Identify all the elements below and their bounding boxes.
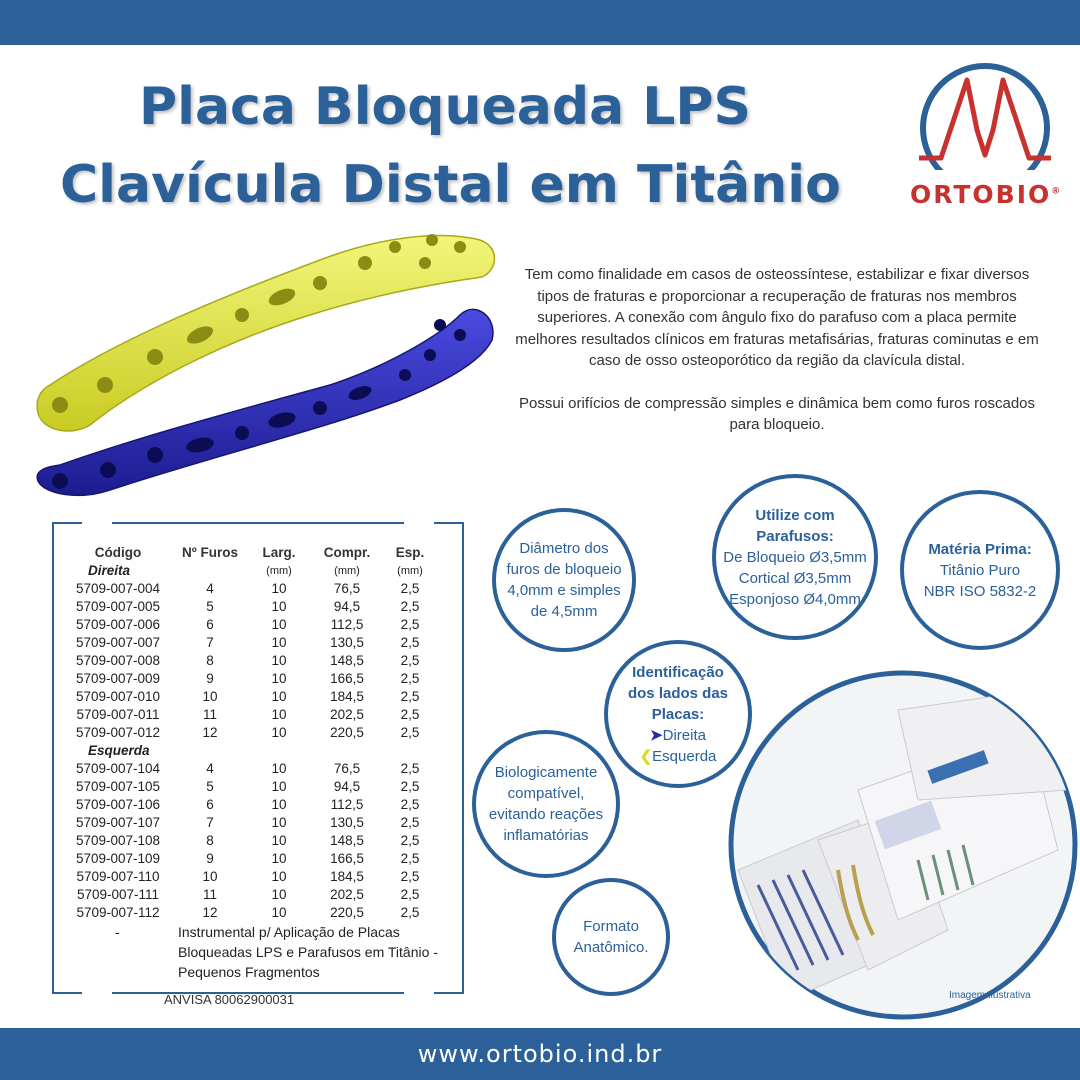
table-cell: 5709-007-105 bbox=[75, 779, 161, 794]
table-cell: 10 bbox=[271, 887, 287, 902]
screws-title: Utilize com Parafusos: bbox=[755, 506, 835, 545]
table-cell: 10 bbox=[271, 599, 287, 614]
table-cell: 5709-007-008 bbox=[75, 653, 161, 668]
unit-cell: (mm) bbox=[266, 565, 292, 577]
logo-wordmark: ORTOBIO bbox=[910, 180, 1052, 209]
screws-line-1: De Bloqueio Ø3,5mm bbox=[723, 548, 867, 566]
table-cell: 5709-007-012 bbox=[75, 725, 161, 740]
table-cell: 6 bbox=[206, 617, 214, 632]
table-cell: 12 bbox=[202, 725, 218, 740]
table-cell: 76,5 bbox=[333, 761, 361, 776]
table-cell: 2,5 bbox=[400, 617, 420, 632]
table-cell: 94,5 bbox=[333, 779, 361, 794]
plates-illustration bbox=[20, 225, 510, 520]
table-row bbox=[62, 868, 438, 886]
table-cell: 2,5 bbox=[400, 635, 420, 650]
section-label-row bbox=[62, 742, 438, 760]
table-cell: 220,5 bbox=[330, 725, 364, 740]
table-cell: 184,5 bbox=[330, 689, 364, 704]
table-cell: 2,5 bbox=[400, 851, 420, 866]
diameter-circle bbox=[492, 508, 636, 652]
table-row bbox=[62, 886, 438, 904]
table-cell: 5709-007-107 bbox=[75, 815, 161, 830]
table-cell: 2,5 bbox=[400, 599, 420, 614]
title-line-2: Clavícula Distal em Titânio bbox=[60, 155, 841, 215]
top-band bbox=[0, 0, 1080, 45]
material-line-1: Titânio Puro bbox=[939, 561, 1021, 579]
table-cell: 10 bbox=[271, 797, 287, 812]
table-row bbox=[62, 778, 438, 796]
table-cell: 202,5 bbox=[330, 707, 364, 722]
material-line-2: NBR ISO 5832-2 bbox=[923, 582, 1037, 600]
table-cell: 2,5 bbox=[400, 689, 420, 704]
table-cell: 202,5 bbox=[330, 887, 364, 902]
table-cell: 10 bbox=[271, 689, 287, 704]
table-cell: 5709-007-006 bbox=[75, 617, 161, 632]
side-left-label: Esquerda bbox=[652, 747, 717, 765]
header-espessura: Esp. bbox=[395, 545, 425, 560]
table-cell: 5709-007-106 bbox=[75, 797, 161, 812]
table-cell: 130,5 bbox=[330, 635, 364, 650]
table-cell: 184,5 bbox=[330, 869, 364, 884]
right-arrow-icon: ➤ bbox=[650, 726, 663, 744]
table-cell: 5 bbox=[206, 599, 214, 614]
table-cell: 2,5 bbox=[400, 779, 420, 794]
page-title bbox=[60, 68, 841, 224]
table-cell: 9 bbox=[206, 851, 214, 866]
table-cell: 2,5 bbox=[400, 671, 420, 686]
table-cell: 7 bbox=[206, 635, 214, 650]
table-cell: 10 bbox=[271, 725, 287, 740]
table-row bbox=[62, 598, 438, 616]
table-cell: 10 bbox=[271, 761, 287, 776]
table-cell: 5709-007-007 bbox=[75, 635, 161, 650]
screws-line-3: Esponjoso Ø4,0mm bbox=[729, 590, 861, 608]
table-cell: 5709-007-108 bbox=[75, 833, 161, 848]
footer-band bbox=[0, 1028, 1080, 1080]
anvisa-number: ANVISA 80062900031 bbox=[164, 992, 295, 1007]
table-cell: 10 bbox=[271, 653, 287, 668]
table-cell: 10 bbox=[271, 635, 287, 650]
product-description bbox=[512, 264, 1042, 457]
table-cell: 112,5 bbox=[330, 797, 364, 812]
table-cell: 8 bbox=[206, 833, 214, 848]
table-cell: 10 bbox=[271, 581, 287, 596]
table-cell: 148,5 bbox=[330, 653, 364, 668]
table-cell: 2,5 bbox=[400, 815, 420, 830]
table-cell: 2,5 bbox=[400, 725, 420, 740]
screws-line-2: Cortical Ø3,5mm bbox=[738, 569, 852, 587]
side-left-item bbox=[623, 746, 733, 767]
section-label-left: Esquerda bbox=[88, 743, 150, 758]
table-row bbox=[62, 706, 438, 724]
table-row bbox=[62, 652, 438, 670]
table-cell: 10 bbox=[271, 833, 287, 848]
table-cell: 7 bbox=[206, 815, 214, 830]
table-cell: 5709-007-011 bbox=[76, 707, 160, 722]
image-caption: Imagem Ilustrativa bbox=[949, 990, 1031, 1001]
ortobio-logo-text bbox=[910, 180, 1063, 209]
diameter-text: Diâmetro dos furos de bloqueio 4,0mm e simples de 4,5mm bbox=[506, 540, 622, 620]
instrument-code: - bbox=[115, 924, 120, 940]
table-cell: 2,5 bbox=[400, 797, 420, 812]
table-row bbox=[62, 814, 438, 832]
table-row bbox=[62, 634, 438, 652]
bio-text: Biologicamente compatível, evitando reações inflamatórias bbox=[488, 764, 604, 844]
table-cell: 11 bbox=[202, 707, 217, 722]
table-cell: 94,5 bbox=[333, 599, 361, 614]
table-units-row bbox=[62, 562, 438, 580]
side-right-label: Direita bbox=[662, 726, 706, 744]
material-title: Matéria Prima: bbox=[928, 540, 1032, 558]
table-cell: 9 bbox=[206, 671, 214, 686]
table-header-row bbox=[62, 544, 438, 562]
table-cell: 166,5 bbox=[330, 851, 364, 866]
table-cell: 166,5 bbox=[330, 671, 364, 686]
header-codigo: Código bbox=[94, 545, 142, 560]
table-cell: 12 bbox=[202, 905, 218, 920]
table-row bbox=[62, 850, 438, 868]
table-row bbox=[62, 796, 438, 814]
unit-cell: (mm) bbox=[397, 565, 423, 577]
table-cell: 5709-007-004 bbox=[75, 581, 161, 596]
table-cell: 5 bbox=[206, 779, 214, 794]
table-cell: 8 bbox=[206, 653, 214, 668]
instrument-kit-photo bbox=[728, 670, 1078, 1020]
table-cell: 130,5 bbox=[330, 815, 364, 830]
description-paragraph-1: Tem como finalidade em casos de osteossíntese, estabilizar e fixar diversos tipos de fraturas e proporcionar a recuperação de fraturas nos membros superiores. A conexão com ângulo fixo do parafuso com a placa permite melhores resultados clínicos em fraturas metafisárias, fraturas cominutas e em caso de osso osteoporótico da região da clavícula distal. bbox=[515, 266, 1039, 369]
table-cell: 10 bbox=[271, 671, 287, 686]
bio-circle bbox=[472, 730, 620, 878]
website-link[interactable]: www.ortobio.ind.br bbox=[417, 1040, 663, 1068]
material-circle bbox=[900, 490, 1060, 650]
table-cell: 10 bbox=[271, 707, 287, 722]
header-largura: Larg. bbox=[262, 545, 296, 560]
table-cell: 4 bbox=[206, 761, 214, 776]
table-cell: 5709-007-009 bbox=[75, 671, 161, 686]
shape-circle bbox=[552, 878, 670, 996]
table-cell: 220,5 bbox=[330, 905, 364, 920]
table-cell: 2,5 bbox=[400, 653, 420, 668]
registered-mark: ® bbox=[1051, 186, 1063, 197]
spec-table bbox=[62, 544, 438, 922]
table-cell: 5709-007-104 bbox=[75, 761, 161, 776]
table-cell: 5709-007-110 bbox=[76, 869, 160, 884]
table-cell: 2,5 bbox=[400, 887, 420, 902]
table-cell: 10 bbox=[202, 689, 218, 704]
table-cell: 2,5 bbox=[400, 707, 420, 722]
table-cell: 112,5 bbox=[330, 617, 364, 632]
table-cell: 6 bbox=[206, 797, 214, 812]
header-comprimento: Compr. bbox=[323, 545, 371, 560]
table-row bbox=[62, 904, 438, 922]
table-cell: 148,5 bbox=[330, 833, 364, 848]
table-cell: 2,5 bbox=[400, 761, 420, 776]
table-cell: 5709-007-010 bbox=[75, 689, 161, 704]
table-cell: 10 bbox=[271, 905, 287, 920]
side-right-item bbox=[623, 725, 733, 746]
table-cell: 10 bbox=[271, 815, 287, 830]
table-cell: 11 bbox=[202, 887, 217, 902]
table-cell: 10 bbox=[271, 869, 287, 884]
table-cell: 2,5 bbox=[400, 905, 420, 920]
table-cell: 10 bbox=[202, 869, 218, 884]
sides-title: Identificação dos lados das Placas: bbox=[627, 663, 729, 723]
table-cell: 10 bbox=[271, 851, 287, 866]
shape-text: Formato Anatômico. bbox=[573, 918, 649, 956]
screws-circle bbox=[712, 474, 878, 640]
table-row bbox=[62, 580, 438, 598]
table-row bbox=[62, 616, 438, 634]
table-cell: 5709-007-109 bbox=[75, 851, 161, 866]
header-furos: Nº Furos bbox=[182, 545, 238, 560]
table-cell: 5709-007-112 bbox=[76, 905, 160, 920]
table-cell: 10 bbox=[271, 617, 287, 632]
table-cell: 2,5 bbox=[400, 833, 420, 848]
table-cell: 4 bbox=[206, 581, 214, 596]
title-line-1: Placa Bloqueada LPS bbox=[139, 77, 751, 137]
table-cell: 10 bbox=[271, 779, 287, 794]
table-row bbox=[62, 724, 438, 742]
description-paragraph-2: Possui orifícios de compressão simples e dinâmica bem como furos roscados para bloqueio. bbox=[518, 394, 1036, 433]
section-label-right: Direita bbox=[88, 563, 131, 578]
table-row bbox=[62, 760, 438, 778]
table-cell: 5709-007-005 bbox=[75, 599, 161, 614]
table-row bbox=[62, 670, 438, 688]
left-arrow-icon: ❮ bbox=[639, 747, 653, 765]
table-cell: 5709-007-111 bbox=[76, 887, 160, 902]
table-row bbox=[62, 832, 438, 850]
instrument-description: Instrumental p/ Aplicação de Placas Bloqueadas LPS e Parafusos em Titânio - Pequenos Fragmentos bbox=[178, 924, 438, 980]
table-row bbox=[62, 688, 438, 706]
table-cell: 2,5 bbox=[400, 869, 420, 884]
table-cell: 76,5 bbox=[333, 581, 361, 596]
table-cell: 2,5 bbox=[400, 581, 420, 596]
unit-cell bbox=[174, 562, 246, 580]
unit-cell: (mm) bbox=[334, 565, 360, 577]
